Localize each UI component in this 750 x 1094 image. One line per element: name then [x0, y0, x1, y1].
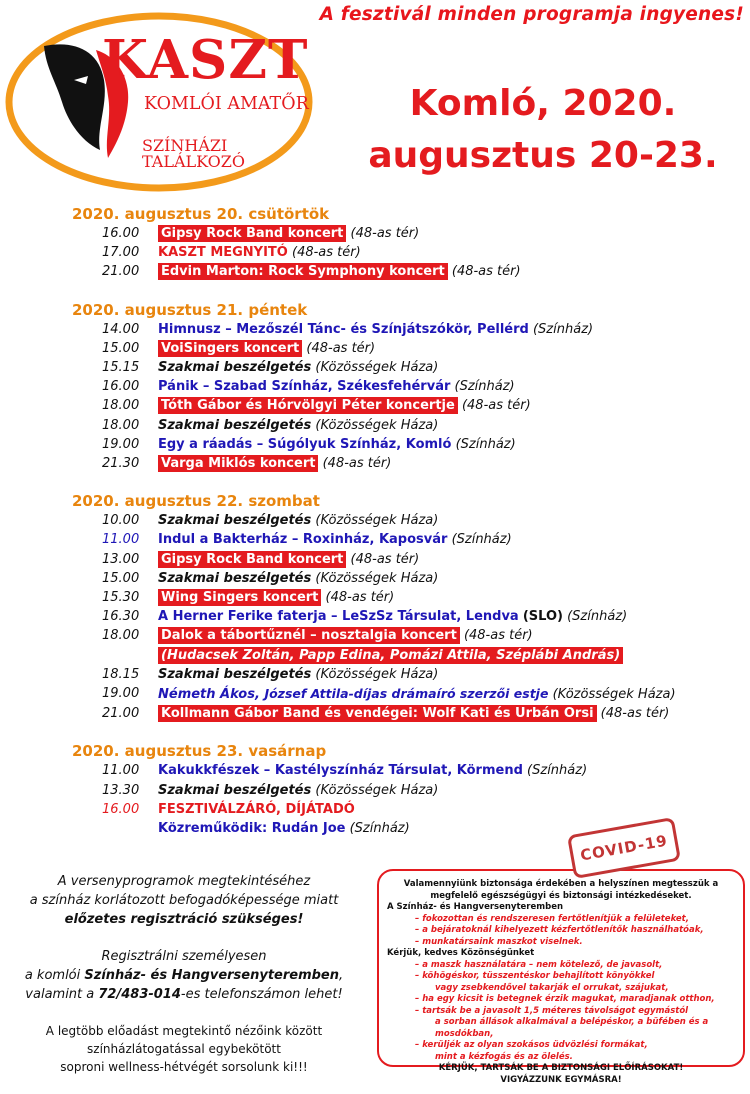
- event-title: Dalok a tábortűznél – nosztalgia koncert: [158, 627, 460, 644]
- schedule-row: [72, 800, 744, 819]
- schedule-row: [72, 781, 744, 800]
- covid-request-item: – köhögéskor, tüsszentéskor behajlított könyökkel: [415, 971, 655, 981]
- event-description: [158, 626, 533, 645]
- event-title: Kakukkfészek – Kastélyszínház Társulat, Körmend: [158, 763, 523, 779]
- covid-outro: VIGYÁZZUNK EGYMÁSRA!: [500, 1074, 622, 1085]
- event-time: 10.00: [102, 513, 140, 529]
- schedule-row: [72, 435, 744, 454]
- event-location: (Színház): [454, 379, 515, 395]
- event-title-extra: József Attila-díjas drámaíró szerzői estje: [264, 686, 549, 702]
- day-block: [72, 300, 744, 474]
- event-title: Tóth Gábor és Hórvölgyi Péter koncertje: [158, 397, 458, 414]
- event-location: (48-as tér): [350, 551, 420, 567]
- covid-measure-item: – fokozottan és rendszeresen fertőtlenítjük a felületeket,: [415, 913, 689, 924]
- schedule-row: [72, 377, 744, 396]
- event-time: [72, 819, 158, 838]
- registration-info: [4, 872, 364, 1094]
- info-line: Regisztrálni személyesen: [101, 949, 267, 964]
- covid-request-item: a sorban állások alkalmával a belépéskor, a büfében és a mosdókban,: [435, 1017, 709, 1039]
- event-location: (Közösségek Háza): [315, 666, 439, 682]
- event-title: FESZTIVÁLZÁRÓ, DÍJÁTADÓ: [158, 801, 355, 817]
- event-title: Kollmann Gábor Band és vendégei: Wolf Kati és Urbán Orsi: [158, 705, 597, 722]
- event-time: 21.00: [102, 264, 140, 280]
- event-time: 18.00: [102, 628, 140, 644]
- event-title: Szakmai beszélgetés: [158, 360, 312, 376]
- event-time: 15.15: [102, 360, 140, 376]
- covid-measure-item: – a bejáratoknál kihelyezett kézfertőtlenítők használhatóak,: [415, 925, 704, 935]
- event-title: Wing Singers koncert: [158, 589, 321, 606]
- info-line: A legtöbb előadást megtekintő nézőink között: [45, 1024, 323, 1038]
- event-time-empty: [72, 646, 158, 665]
- event-location: (Színház): [451, 532, 512, 548]
- event-time: 19.00: [102, 686, 140, 702]
- event-title: VoiSingers koncert: [158, 340, 302, 357]
- event-title: Németh Ákos,: [158, 687, 265, 703]
- day-heading: 2020. augusztus 23. vasárnap: [72, 742, 327, 761]
- covid-stamp-icon: COVID-19: [567, 817, 681, 879]
- schedule-row: [72, 530, 744, 549]
- event-description: [158, 339, 375, 358]
- schedule-row: [72, 416, 744, 435]
- covid-notice-box: [377, 869, 745, 1085]
- event-description: [158, 607, 627, 626]
- event-title: Indul a Bakterház – Roxinház, Kaposvár: [158, 532, 448, 548]
- event-time: 17.00: [102, 245, 140, 261]
- schedule-row: [72, 704, 744, 723]
- event-description: [158, 243, 361, 262]
- event-location: (Közösségek Háza): [315, 782, 439, 798]
- kaszt-logo: [4, 10, 314, 192]
- covid-request-item: – a maszk használatára – nem kötelező, de javasolt,: [415, 959, 663, 970]
- covid-request-item: – tartsák be a javasolt 1,5 méteres távolságot egymástól: [415, 1005, 689, 1016]
- event-location: (Közösségek Háza): [552, 687, 676, 703]
- info-line: valamint a: [25, 987, 99, 1002]
- event-location: (48-as tér): [306, 340, 376, 356]
- event-performers-list: (Hudacsek Zoltán, Papp Edina, Pomázi Attila, Széplábi András): [158, 647, 623, 664]
- event-title: KASZT MEGNYITÓ: [158, 245, 288, 261]
- event-title-dates: augusztus 20-23.: [368, 135, 718, 176]
- event-location: (48-as tér): [350, 226, 420, 241]
- event-country: (SLO): [522, 609, 563, 625]
- event-location: (Színház): [532, 321, 594, 337]
- info-line: színházlátogatással egybekötött: [87, 1042, 281, 1056]
- logo-name: KASZT: [102, 29, 309, 91]
- event-time: 14.00: [102, 321, 140, 337]
- event-title: Szakmai beszélgetés: [158, 666, 312, 682]
- covid-measure-item: – munkatársaink maszkot viselnek.: [415, 936, 583, 947]
- event-time: 13.30: [102, 782, 140, 798]
- event-title: Szakmai beszélgetés: [158, 417, 312, 433]
- schedule-row: [72, 396, 744, 415]
- event-location: (Közösségek Háza): [315, 360, 439, 376]
- event-description: [158, 358, 438, 377]
- covid-outro: KÉRJÜK, TARTSÁK BE A BIZTONSÁGI ELŐÍRÁSOKAT!: [438, 1063, 684, 1073]
- event-description: [158, 588, 394, 607]
- info-line: A versenyprogramok megtekintéséhez: [57, 874, 311, 889]
- event-description: [158, 704, 669, 723]
- day-heading: 2020. augusztus 21. péntek: [72, 300, 308, 319]
- day-heading: 2020. augusztus 22. szombat: [72, 492, 320, 511]
- event-description: [158, 781, 438, 800]
- covid-measures-list: [387, 914, 735, 949]
- schedule-row: [72, 684, 744, 704]
- event-description: [158, 819, 410, 838]
- event-time: 18.15: [102, 666, 140, 682]
- info-punct: ,: [339, 968, 344, 983]
- phone-number: 72/483-014: [98, 987, 181, 1002]
- info-line-bold: előzetes regisztráció szükséges!: [64, 912, 304, 927]
- event-time: 15.00: [102, 340, 140, 356]
- schedule-row-sub: [72, 646, 744, 665]
- event-location: (Közösségek Háza): [315, 417, 439, 433]
- event-location: (48-as tér): [451, 264, 521, 280]
- event-description: [158, 550, 419, 569]
- event-time: 18.00: [102, 417, 140, 433]
- schedule-row: [72, 243, 744, 262]
- festival-schedule: [72, 204, 744, 856]
- schedule-row: [72, 262, 744, 281]
- logo-subtitle-2: SZÍNHÁZI TALÁLKOZÓ: [142, 136, 246, 171]
- event-time: 13.00: [102, 551, 140, 567]
- event-time: 15.00: [102, 570, 140, 586]
- event-location: (Színház): [527, 763, 588, 779]
- event-time: 16.00: [102, 226, 140, 241]
- day-heading: 2020. augusztus 20. csütörtök: [72, 205, 330, 223]
- event-title: Szakmai beszélgetés: [158, 513, 312, 529]
- info-line: -es telefonszámon lehet!: [180, 987, 343, 1002]
- event-description: [158, 761, 587, 780]
- event-location: (48-as tér): [461, 398, 531, 414]
- event-description: [158, 569, 438, 588]
- event-time: 19.00: [102, 436, 140, 452]
- event-location: (48-as tér): [322, 456, 392, 472]
- event-description: [158, 224, 419, 243]
- schedule-row: [72, 588, 744, 607]
- covid-section-heading: A Színház- és Hangversenyteremben: [387, 902, 564, 912]
- schedule-row: [72, 569, 744, 588]
- event-description: [158, 320, 593, 339]
- event-time: 21.00: [102, 706, 140, 722]
- covid-intro: megfelelő egészségügyi és biztonsági intézkedéseket.: [430, 890, 692, 901]
- covid-requests-list: [387, 960, 735, 1064]
- covid-section-heading: Kérjük, kedves Közönségünket: [387, 948, 535, 958]
- day-block: [72, 491, 744, 723]
- event-description: [158, 262, 521, 281]
- schedule-row: [72, 358, 744, 377]
- event-title: Gipsy Rock Band koncert: [158, 225, 346, 242]
- event-time: 18.00: [102, 398, 140, 414]
- event-time: 16.00: [102, 379, 140, 395]
- free-programs-banner: A fesztivál minden programja ingyenes!: [319, 4, 744, 25]
- event-description: [158, 454, 391, 473]
- event-title: Pánik – Szabad Színház, Székesfehérvár: [158, 379, 451, 395]
- info-line: a komlói: [24, 968, 85, 983]
- event-time: 11.00: [102, 532, 140, 548]
- covid-request-item: – kerüljék az olyan szokásos üdvözlési formákat,: [415, 1040, 648, 1050]
- event-location: (Közösségek Háza): [315, 570, 439, 586]
- schedule-row: [72, 665, 744, 684]
- covid-request-item: – ha egy kicsit is betegnek érzik magukat, maradjanak otthon,: [415, 994, 715, 1004]
- event-description: [158, 684, 676, 704]
- schedule-row: [72, 607, 744, 626]
- schedule-row: [72, 626, 744, 645]
- day-block: [72, 204, 744, 282]
- schedule-row: [72, 339, 744, 358]
- event-time: 21.30: [102, 456, 140, 472]
- event-title: Edvin Marton: Rock Symphony koncert: [158, 263, 448, 280]
- event-time: 15.30: [102, 590, 140, 606]
- event-location: (48-as tér): [292, 245, 361, 261]
- event-location: (Színház): [567, 609, 628, 625]
- schedule-row: [72, 224, 744, 243]
- event-location: (Közösségek Háza): [315, 513, 439, 529]
- covid-request-item: mint a kézfogás és az ölelés.: [435, 1051, 573, 1062]
- event-performers: [158, 646, 623, 665]
- covid-intro: Valamennyiünk biztonsága érdekében a helyszínen megtesszük a: [403, 879, 719, 889]
- event-title: Egy a ráadás – Súgólyuk Színház, Komló: [158, 436, 452, 452]
- event-title: Szakmai beszélgetés: [158, 570, 312, 586]
- info-line: a színház korlátozott befogadóképessége miatt: [29, 893, 339, 908]
- event-description: [158, 377, 515, 396]
- event-description: [158, 800, 355, 819]
- event-title: Himnusz – Mezőszél Tánc- és Színjátszókör, Pellérd: [158, 321, 529, 337]
- info-line: soproni wellness-hétvégét sorsolunk ki!!!: [60, 1060, 308, 1074]
- event-time: 11.00: [102, 763, 140, 779]
- event-title: Gipsy Rock Band koncert: [158, 551, 346, 568]
- event-time: 16.00: [102, 801, 140, 817]
- event-description: [158, 530, 512, 549]
- schedule-row: [72, 550, 744, 569]
- schedule-row: [72, 454, 744, 473]
- event-description: [158, 396, 531, 415]
- schedule-row: [72, 761, 744, 780]
- logo-subtitle-1: KOMLÓI AMATŐR: [144, 94, 309, 114]
- event-title: Varga Miklós koncert: [158, 455, 318, 472]
- event-title-city-year: Komló, 2020.: [409, 83, 677, 124]
- schedule-row: [72, 511, 744, 530]
- event-location: (Színház): [455, 436, 516, 452]
- event-description: [158, 435, 516, 454]
- venue-name: Színház- és Hangversenyteremben: [84, 968, 340, 983]
- event-description: [158, 416, 438, 435]
- event-location: (48-as tér): [600, 706, 670, 722]
- event-location: (48-as tér): [325, 590, 395, 606]
- event-title: Közreműködik: Rudán Joe: [158, 821, 346, 837]
- event-time: 16.30: [102, 609, 140, 625]
- event-title: A Herner Ferike faterja – LeSzSz Társulat, Lendva: [158, 609, 519, 625]
- event-location: (Színház): [349, 821, 410, 837]
- schedule-row: [72, 320, 744, 339]
- event-title: Szakmai beszélgetés: [158, 782, 312, 798]
- event-location: (48-as tér): [463, 628, 533, 644]
- event-description: [158, 665, 438, 684]
- event-description: [158, 511, 438, 530]
- covid-request-item: vagy zsebkendővel takarják el orrukat, szájukat,: [435, 982, 669, 993]
